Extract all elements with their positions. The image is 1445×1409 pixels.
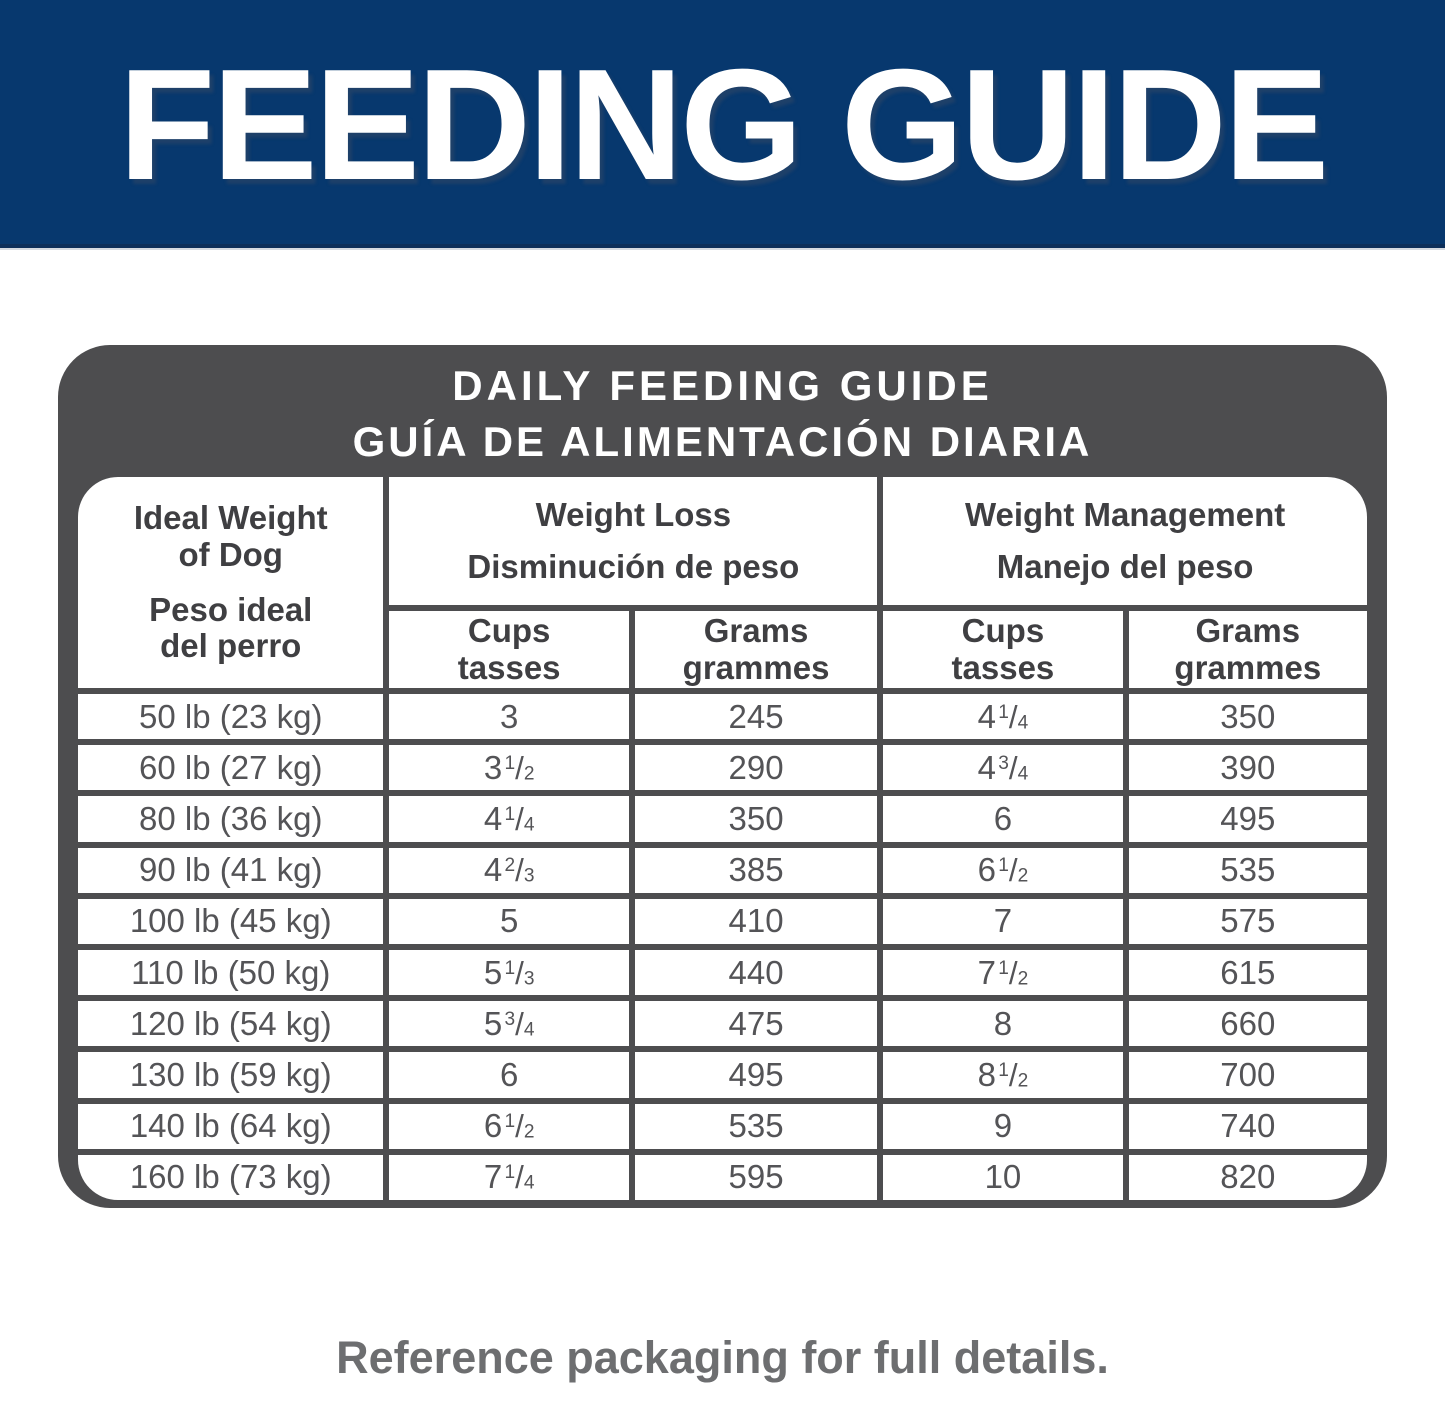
cell-weight-loss-cups: 5 $^1$/3 bbox=[389, 950, 628, 995]
cell-weight-mgmt-cups: 9 bbox=[883, 1104, 1122, 1149]
cell-weight: 90 lb (41 kg) bbox=[78, 848, 383, 893]
cell-weight-loss-grams: 350 bbox=[635, 796, 877, 841]
header-weight-management-en: Weight Management bbox=[964, 495, 1286, 533]
header-weight-management bbox=[883, 477, 1367, 605]
cell-weight-mgmt-grams: 535 bbox=[1129, 848, 1367, 893]
daily-feeding-guide-card bbox=[58, 345, 1387, 1208]
subheader-cups-en: Cups bbox=[961, 611, 1045, 649]
subheader-cups-en: Cups bbox=[467, 611, 551, 649]
cell-weight-mgmt-grams: 740 bbox=[1129, 1104, 1367, 1149]
cell-weight-loss-cups: 6 bbox=[389, 1052, 628, 1097]
subheader-weight-mgmt-cups bbox=[883, 611, 1122, 688]
cell-weight: 160 lb (73 kg) bbox=[78, 1155, 383, 1200]
subheader-grams-fr: grammes bbox=[1174, 648, 1322, 686]
cell-weight-loss-grams: 495 bbox=[635, 1052, 877, 1097]
header-ideal-weight-en-line1: Ideal Weight bbox=[133, 498, 328, 536]
header-weight-loss-en: Weight Loss bbox=[535, 495, 732, 533]
cell-weight-loss-grams: 410 bbox=[635, 899, 877, 944]
card-title bbox=[78, 345, 1367, 477]
header-ideal-weight-es-line2: del perro bbox=[160, 627, 302, 665]
header-weight-management-es: Manejo del peso bbox=[996, 547, 1254, 585]
cell-weight-mgmt-grams: 575 bbox=[1129, 899, 1367, 944]
cell-weight-mgmt-cups: 7 $^1$/2 bbox=[883, 950, 1122, 995]
feeding-table bbox=[78, 477, 1367, 1200]
card-title-es: GUÍA DE ALIMENTACIÓN DIARIA bbox=[352, 418, 1093, 465]
cell-weight-loss-cups: 5 bbox=[389, 899, 628, 944]
subheader-weight-loss-grams bbox=[635, 611, 877, 688]
header-ideal-weight-en bbox=[134, 500, 328, 574]
cell-weight-mgmt-grams: 390 bbox=[1129, 745, 1367, 790]
cell-weight-mgmt-grams: 700 bbox=[1129, 1052, 1367, 1097]
header-ideal-weight-es bbox=[149, 592, 312, 666]
cell-weight-mgmt-cups: 8 $^1$/2 bbox=[883, 1052, 1122, 1097]
cell-weight: 120 lb (54 kg) bbox=[78, 1001, 383, 1046]
cell-weight-mgmt-cups: 6 bbox=[883, 796, 1122, 841]
cell-weight-mgmt-grams: 350 bbox=[1129, 694, 1367, 739]
cell-weight-loss-cups: 6 $^1$/2 bbox=[389, 1104, 628, 1149]
cell-weight: 80 lb (36 kg) bbox=[78, 796, 383, 841]
cell-weight-loss-cups: 4 $^1$/4 bbox=[389, 796, 628, 841]
header-ideal-weight bbox=[78, 477, 383, 688]
cell-weight: 130 lb (59 kg) bbox=[78, 1052, 383, 1097]
cell-weight-loss-grams: 290 bbox=[635, 745, 877, 790]
card-title-en: DAILY FEEDING GUIDE bbox=[452, 362, 993, 409]
cell-weight-mgmt-grams: 615 bbox=[1129, 950, 1367, 995]
subheader-grams-fr: grammes bbox=[682, 648, 830, 686]
subheader-grams-en: Grams bbox=[703, 611, 809, 649]
header-weight-loss bbox=[389, 477, 877, 605]
header-ideal-weight-en-line2: of Dog bbox=[178, 535, 283, 573]
subheader-cups-fr: tasses bbox=[951, 648, 1055, 686]
cell-weight-loss-cups: 3 bbox=[389, 694, 628, 739]
header-weight-loss-es: Disminución de peso bbox=[467, 547, 800, 585]
cell-weight: 110 lb (50 kg) bbox=[78, 950, 383, 995]
page-title: FEEDING GUIDE bbox=[118, 37, 1327, 213]
cell-weight-loss-cups: 5 $^3$/4 bbox=[389, 1001, 628, 1046]
cell-weight-loss-cups: 3 $^1$/2 bbox=[389, 745, 628, 790]
cell-weight-loss-cups: 7 $^1$/4 bbox=[389, 1155, 628, 1200]
subheader-cups-fr: tasses bbox=[457, 648, 561, 686]
cell-weight-loss-grams: 475 bbox=[635, 1001, 877, 1046]
cell-weight: 60 lb (27 kg) bbox=[78, 745, 383, 790]
subheader-grams-en: Grams bbox=[1195, 611, 1301, 649]
cell-weight-loss-grams: 440 bbox=[635, 950, 877, 995]
cell-weight-mgmt-grams: 820 bbox=[1129, 1155, 1367, 1200]
cell-weight: 140 lb (64 kg) bbox=[78, 1104, 383, 1149]
cell-weight-mgmt-cups: 10 bbox=[883, 1155, 1122, 1200]
cell-weight-mgmt-grams: 495 bbox=[1129, 796, 1367, 841]
cell-weight: 100 lb (45 kg) bbox=[78, 899, 383, 944]
header-ideal-weight-es-line1: Peso ideal bbox=[149, 590, 313, 628]
footer-note: Reference packaging for full details. bbox=[336, 1332, 1109, 1383]
cell-weight-mgmt-cups: 4 $^1$/4 bbox=[883, 694, 1122, 739]
cell-weight-mgmt-cups: 6 $^1$/2 bbox=[883, 848, 1122, 893]
subheader-weight-mgmt-grams bbox=[1129, 611, 1367, 688]
cell-weight-mgmt-cups: 7 bbox=[883, 899, 1122, 944]
feeding-guide-banner bbox=[0, 0, 1445, 248]
subheader-weight-loss-cups bbox=[389, 611, 628, 688]
cell-weight-loss-grams: 595 bbox=[635, 1155, 877, 1200]
cell-weight-mgmt-grams: 660 bbox=[1129, 1001, 1367, 1046]
cell-weight-mgmt-cups: 4 $^3$/4 bbox=[883, 745, 1122, 790]
cell-weight: 50 lb (23 kg) bbox=[78, 694, 383, 739]
cell-weight-loss-grams: 535 bbox=[635, 1104, 877, 1149]
cell-weight-mgmt-cups: 8 bbox=[883, 1001, 1122, 1046]
cell-weight-loss-cups: 4 $^2$/3 bbox=[389, 848, 628, 893]
cell-weight-loss-grams: 385 bbox=[635, 848, 877, 893]
cell-weight-loss-grams: 245 bbox=[635, 694, 877, 739]
